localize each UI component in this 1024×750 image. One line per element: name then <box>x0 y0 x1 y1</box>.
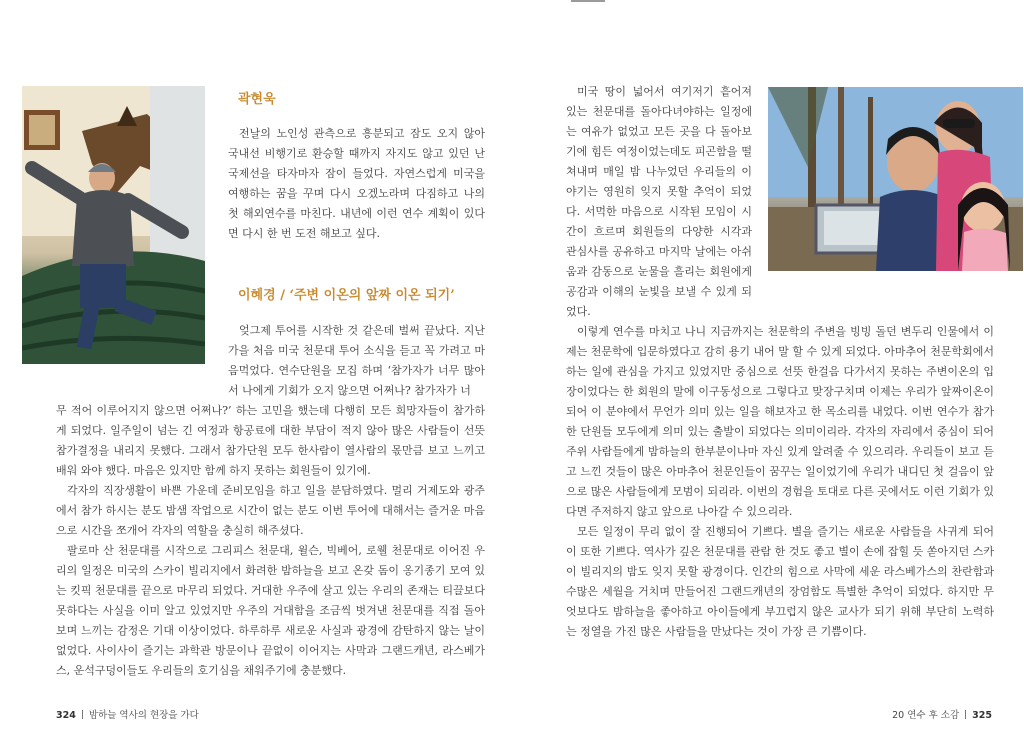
photo-right-art <box>768 87 1023 271</box>
section2-paragraph: 각자의 직장생활이 바쁜 가운데 준비모임을 하고 일을 분담하였다. 멀리 거제도와 광주에서 참가 하시는 분도 밤샘 작업으로 시간이 없는 분도 이번 투어에 대해서는 즐거운 마음으로 시간을 쪼개어 각자의 역할을 충실히 해주셨다. <box>56 484 485 537</box>
footer-separator <box>965 710 966 719</box>
section1-heading: 곽현욱 <box>238 92 276 107</box>
right-footer-title: 20 연수 후 소감 <box>892 710 960 721</box>
section2-paragraph-continued: 무 적어 이루어지지 않으면 어쩌나?’ 하는 고민을 했는데 다행히 모든 희망자들이 참가하게 되었다. 일주일이 넘는 긴 여정과 항공료에 대한 부담이 적지 않아 많은 사람들이 선뜻 참가결정을 내리지 못했다. 그래서 참가단원 모두 한사람이 열사람의 몫만큼 보고 느끼고 배워 와야 했다. 마음은 있지만 함께 하지 못하는 회원들이 있기에. <box>56 404 485 477</box>
right-body-bottom <box>566 322 994 642</box>
top-marker <box>571 0 605 2</box>
section1-paragraph: 전날의 노인성 관측으로 흥분되고 잠도 오지 않아 국내선 비행기로 환승할 때까지 자지도 않고 있던 난 국제선을 타자마자 잠이 들었다. 자연스럽게 미국을 여행하는 꿈을 꾸며 다시 오겠노라며 다짐하고 나의 첫 해외연수를 마친다. 내년에 이런 연수 계획이 있다면 다시 한 번 도전 해보고 싶다. <box>228 127 485 240</box>
left-page-number: 324 <box>56 710 76 721</box>
observatory-group-photo <box>768 87 1023 271</box>
section1-body <box>228 124 485 244</box>
right-footer <box>892 707 992 721</box>
section2-paragraph: 팔로마 산 천문대를 시작으로 그리피스 천문대, 윌슨, 빅베어, 로웰 천문대로 이어진 우리의 일정은 미국의 스카이 빌리지에서 화려한 밤하늘을 보고 온갖 돔이 옹기종기 모여 있는 킷픽 천문대를 끝으로 마무리 되었다. 거대한 우주에 살고 있는 우리의 존재는 티끌보다 못하다는 사실을 이미 알고 있었지만 우주의 거대함을 조금씩 벗겨낸 천문대를 직접 돌아보며 느끼는 감정은 기대 이상이었다. 하루하루 새로운 사실과 광경에 감탄하지 않는 날이 없었다. 사이사이 즐기는 과학관 방문이나 끝없이 이어지는 사막과 그랜드캐년, 라스베가스, 운석구덩이들도 우리들의 호기심을 채워주기에 충분했다. <box>56 544 485 677</box>
photo-left-art <box>22 86 205 364</box>
section2-heading: 이혜경 / ‘주변 이온의 앞짜 이온 되기’ <box>238 288 455 303</box>
left-footer-title: 밤하늘 역사의 현장을 가다 <box>88 710 199 721</box>
right-body-top <box>566 82 752 322</box>
right-page-number: 325 <box>972 710 992 721</box>
section2-paragraph-top: 엊그제 투어를 시작한 것 같은데 벌써 끝났다. 지난 가을 처음 미국 천문대 투어 소식을 듣고 꼭 가려고 마음먹었다. 연수단원을 모집 하며 ‘참가자가 너무 많아서 나에게 기회가 오지 않으면 어쩌나? 참가자가 너 <box>228 324 485 397</box>
left-footer <box>56 707 199 721</box>
right-paragraph: 모든 일정이 무리 없이 잘 진행되어 기쁘다. 별을 즐기는 새로운 사람들을 사귀게 되어 이 또한 기쁘다. 역사가 깊은 천문대를 관람 한 것도 좋고 별이 손에 잡힐 듯 쏟아지던 스카이 빌리지의 밤도 잊지 못할 광경이다. 인간의 힘으로 사막에 세운 라스베가스의 찬란함과 수많은 세월을 거치며 만들어진 그랜드캐년의 장엄함도 특별한 추억이 되었다. 하지만 무엇보다도 밤하늘을 좋아하고 아이들에게 부끄럽지 않은 교사가 되기 위해 부단히 노력하는 정열을 가진 많은 사람들을 만났다는 것이 가장 큰 기쁨이다. <box>566 525 994 638</box>
footer-separator <box>82 710 83 719</box>
man-on-stairs-photo <box>22 86 205 364</box>
section2-body-top <box>228 321 485 401</box>
right-paragraph-top: 미국 땅이 넓어서 여기저기 흩어져 있는 천문대를 돌아다녀야하는 일정에는 여유가 없었고 모든 곳을 다 돌아보기에 힘든 여정이었는데도 피곤함을 떨쳐내며 매일 밤 나누었던 우리들의 이야기는 영원히 잊지 못할 추억이 되었다. 서먹한 마음으로 시작된 모임이 시간이 흐르며 회원들의 다양한 시각과 관심사를 공유하고 마지막 날에는 아쉬움과 감동으로 눈물을 흘리는 회원에게 공감과 이해의 눈빛을 보낼 수 있게 되었다. <box>566 85 752 318</box>
right-paragraph: 이렇게 연수를 마치고 나니 지금까지는 천문학의 주변을 빙빙 돌던 변두리 인물에서 이제는 천문학에 입문하였다고 감히 용기 내어 말 할 수 있게 되었다. 아마추어 천문학회에서 하는 일에 관심을 가지고 있었지만 중심으로 선뜻 한걸음 다가서지 못하는 주변이온의 입장이었다는 한 회원의 말에 이구동성으로 그렇다고 맞장구치며 이제는 우리가 앞짜이온이 되어 이 분야에서 무언가 의미 있는 일을 해보자고 한 목소리를 내었다. 이번 연수가 참가한 단원들 모두에게 의미 있는 출발이 되었다는 의미이리라. 각자의 자리에서 중심이 되어 주위 사람들에게 밤하늘의 한부분이나마 자신 있게 알려줄 수 있으리라. 우리들이 보고 듣고 느낀 것들이 많은 아마추어 천문인들이 꿈꾸는 일이었기에 우리가 내디딘 첫 걸음이 앞으로 많은 사람들에게 모범이 되리라. 이번의 경험을 토대로 다른 곳에서도 이런 기회가 있다면 주저하지 않고 앞으로 나아갈 수 있으리라. <box>566 325 994 518</box>
section2-body-bottom <box>56 401 485 681</box>
